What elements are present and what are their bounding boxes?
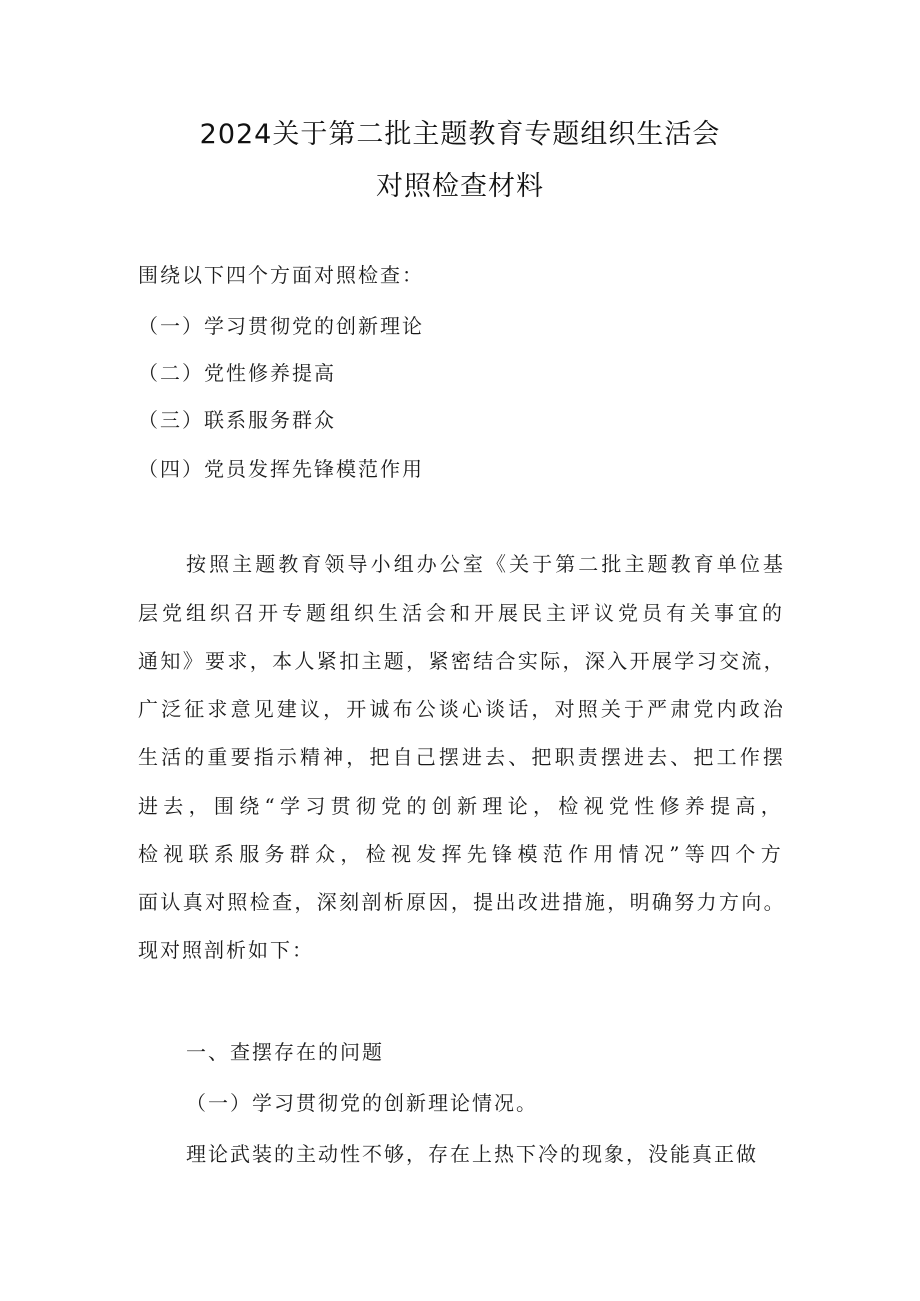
body-line-7: 检视联系服务群众，检视发挥先锋模范作用情况”等四个方 [138, 842, 786, 866]
body-line-5: 生活的重要指示精神，把自己摆进去、把职责摆进去、把工作摆 [138, 745, 786, 769]
section-heading: 一、查摆存在的问题 [186, 1040, 384, 1064]
subsection-heading: （一）学习贯彻党的创新理论情况。 [186, 1091, 538, 1115]
aspect-item-4: （四）党员发挥先锋模范作用 [138, 457, 424, 481]
body-line-3: 通知》要求，本人紧扣主题，紧密结合实际，深入开展学习交流， [138, 649, 786, 673]
body-line-2: 层党组织召开专题组织生活会和开展民主评议党员有关事宜的 [138, 601, 786, 625]
aspect-item-3: （三）联系服务群众 [138, 408, 336, 432]
section-text-line: 理论武装的主动性不够，存在上热下冷的现象，没能真正做 [186, 1142, 758, 1166]
body-line-4: 广泛征求意见建议，开诚布公谈心谈话，对照关于严肃党内政治 [138, 697, 786, 721]
doc-title-line1: 2024关于第二批主题教育专题组织生活会 [199, 119, 721, 150]
doc-title-line2: 对照检查材料 [376, 171, 544, 202]
aspect-item-1: （一）学习贯彻党的创新理论 [138, 314, 424, 338]
body-line-8: 面认真对照检查，深刻剖析原因，提出改进措施，明确努力方向。 [138, 890, 786, 914]
intro-line: 围绕以下四个方面对照检查： [138, 263, 424, 287]
body-line-9: 现对照剖析如下： [138, 938, 314, 962]
body-line-1: 按照主题教育领导小组办公室《关于第二批主题教育单位基 [186, 552, 786, 576]
body-line-6: 进去，围绕“学习贯彻党的创新理论，检视党性修养提高， [138, 794, 786, 818]
aspect-item-2: （二）党性修养提高 [138, 361, 336, 385]
